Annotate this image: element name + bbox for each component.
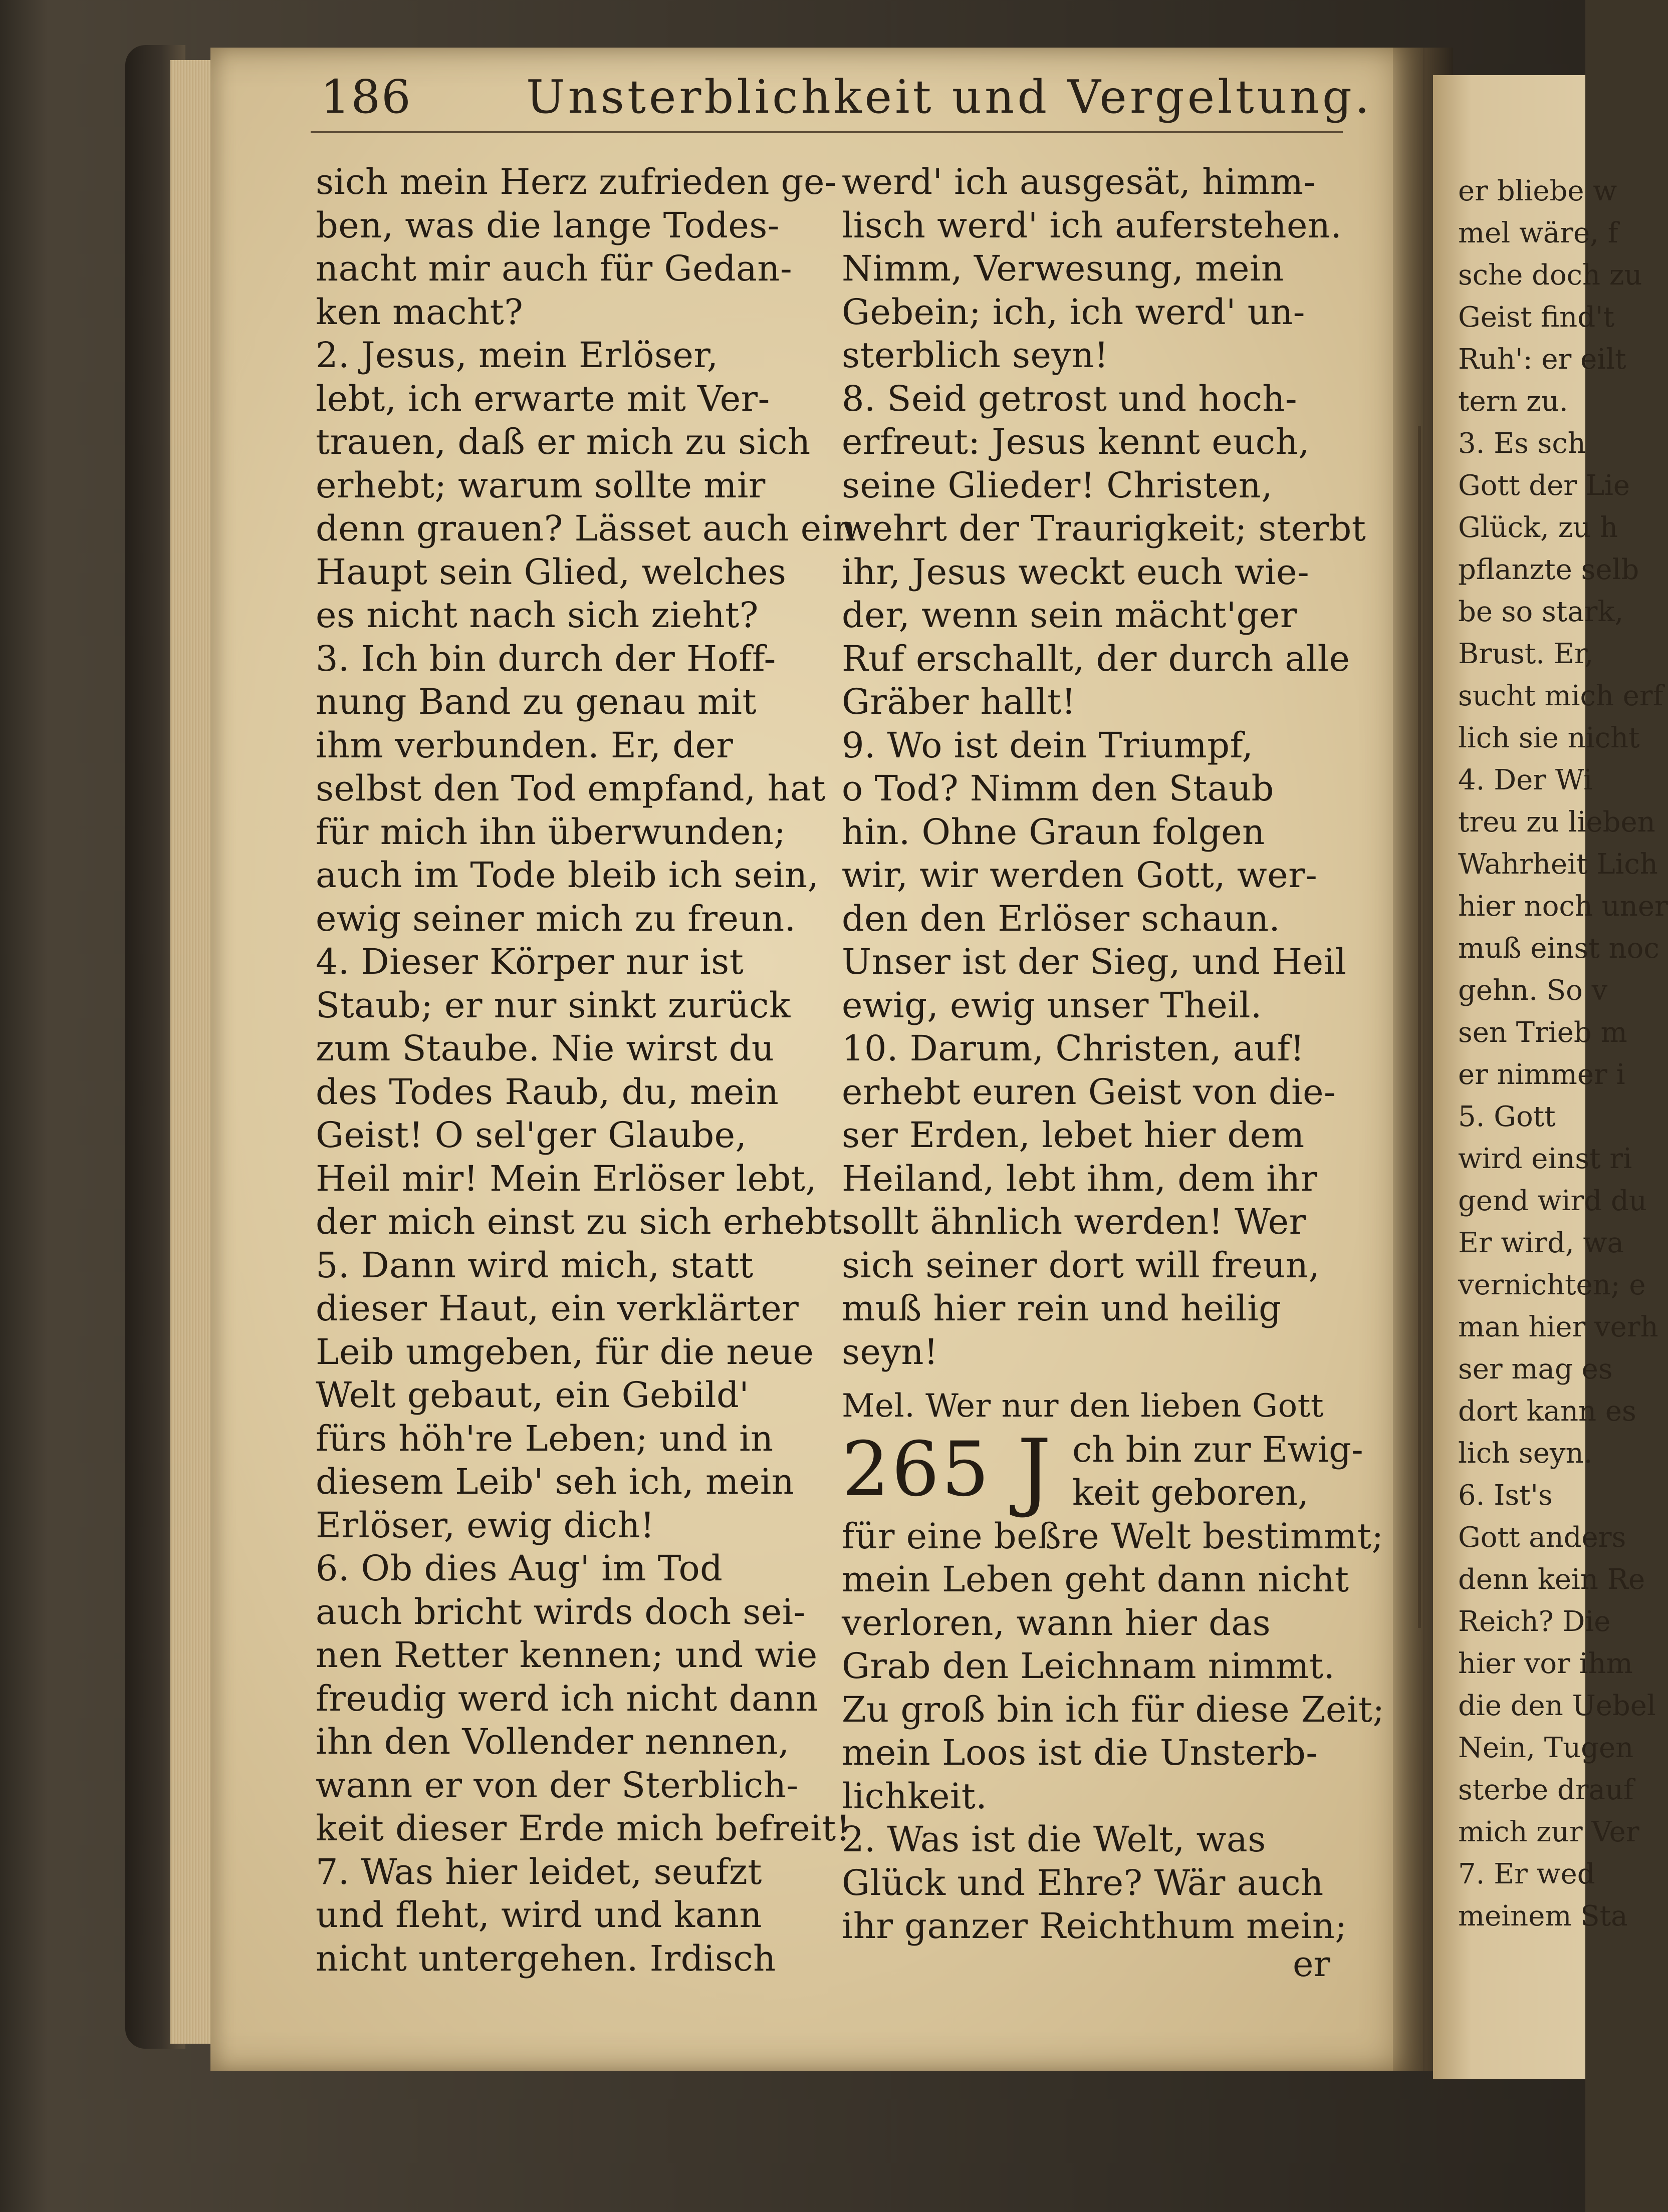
facing-page-line: wird einst ri <box>1458 1143 1632 1175</box>
facing-page-line: 7. Er wed <box>1458 1858 1595 1890</box>
text-line: ken macht? <box>316 291 524 333</box>
text-line: erhebt euren Geist von die- <box>842 1071 1336 1113</box>
facing-page <box>1433 75 1668 2079</box>
page-number: 186 <box>321 70 412 124</box>
text-line: nicht untergehen. Irdisch <box>316 1938 776 1979</box>
hymn-line: für eine beßre Welt bestimmt; <box>842 1515 1384 1557</box>
text-line: Ruf erschallt, der durch alle <box>842 638 1350 679</box>
text-line: 2. Jesus, mein Erlöser, <box>316 335 719 376</box>
text-line: 9. Wo ist dein Triumpf, <box>842 724 1254 766</box>
text-line: ben, was die lange Todes- <box>316 204 780 246</box>
hymn-line: Zu groß bin ich für diese Zeit; <box>842 1689 1385 1730</box>
facing-page-line: treu zu lieben <box>1458 806 1655 839</box>
hymn-number: 265 <box>842 1426 992 1513</box>
facing-page-line: Ruh': er eilt <box>1458 343 1626 376</box>
facing-page-line: tern zu. <box>1458 385 1568 418</box>
text-line: erhebt; warum sollte mir <box>316 464 766 506</box>
text-line: 3. Ich bin durch der Hoff- <box>316 638 776 679</box>
text-line: den den Erlöser schaun. <box>842 898 1281 939</box>
facing-page-line: be so stark, <box>1458 596 1624 628</box>
page-title: Unsterblichkeit und Vergeltung. <box>526 70 1373 124</box>
text-line: ihr, Jesus weckt euch wie- <box>842 551 1310 593</box>
text-line: auch bricht wirds doch sei- <box>316 1591 806 1632</box>
text-line: des Todes Raub, du, mein <box>316 1071 779 1113</box>
hymn-line: Grab den Leichnam nimmt. <box>842 1645 1335 1687</box>
text-line: sich seiner dort will freun, <box>842 1244 1320 1286</box>
facing-page-line: Geist find't <box>1458 301 1614 334</box>
text-line: trauen, daß er mich zu sich <box>316 421 811 462</box>
text-line: Nimm, Verwesung, mein <box>842 248 1284 289</box>
hymn-verses <box>842 1515 1385 1948</box>
text-line: 6. Ob dies Aug' im Tod <box>316 1548 723 1589</box>
text-line: Geist! O sel'ger Glaube, <box>316 1115 747 1156</box>
facing-page-line: Brust. Er, <box>1458 638 1594 670</box>
facing-page-line: 6. Ist's <box>1458 1479 1553 1512</box>
facing-page-line: sen Trieb m <box>1458 1016 1627 1049</box>
text-line: werd' ich ausgesät, himm- <box>842 161 1316 202</box>
hymn-line: keit geboren, <box>1072 1472 1309 1513</box>
text-line: seyn! <box>842 1331 938 1372</box>
text-line: sich mein Herz zufrieden ge- <box>316 161 837 202</box>
facing-page-line: vernichten; e <box>1458 1269 1646 1301</box>
facing-page-line: Er wird, wa <box>1458 1227 1624 1259</box>
text-line: der mich einst zu sich erhebt. <box>316 1201 854 1242</box>
text-line: Leib umgeben, für die neue <box>316 1331 814 1372</box>
text-line: freudig werd ich nicht dann <box>316 1678 819 1719</box>
facing-page-line: Wahrheit Lich <box>1458 848 1658 881</box>
text-line: Erlöser, ewig dich! <box>316 1504 655 1546</box>
text-line: ser Erden, lebet hier dem <box>842 1115 1305 1156</box>
facing-page-text <box>1458 170 1668 1938</box>
text-line: Gebein; ich, ich werd' un- <box>842 291 1305 333</box>
hymn-line: ch bin zur Ewig- <box>1072 1429 1363 1470</box>
text-line: wir, wir werden Gott, wer- <box>842 855 1318 896</box>
hymn-dropcap: J <box>1017 1421 1052 1520</box>
text-line: lebt, ich erwarte mit Ver- <box>316 378 770 419</box>
text-line: ihn den Vollender nennen, <box>316 1721 790 1762</box>
right-text-column <box>842 160 1385 1948</box>
running-head <box>321 70 1423 135</box>
text-line: hin. Ohne Graun folgen <box>842 811 1265 853</box>
text-line: keit dieser Erde mich befreit! <box>316 1808 851 1849</box>
text-line: auch im Tode bleib ich sein, <box>316 855 819 896</box>
left-text-column <box>316 160 856 1980</box>
facing-page-line: dort kann es <box>1458 1395 1636 1428</box>
facing-page-line: Gott anders <box>1458 1521 1626 1554</box>
facing-page-line: muß einst noc <box>1458 932 1659 965</box>
facing-page-line: meinem Sta <box>1458 1900 1628 1932</box>
facing-page-line: lich sie nicht <box>1458 722 1640 754</box>
text-line: Welt gebaut, ein Gebild' <box>316 1374 750 1416</box>
text-line: Heiland, lebt ihm, dem ihr <box>842 1158 1318 1199</box>
facing-page-line: gehn. So v <box>1458 974 1608 1007</box>
facing-page-line: man hier verh <box>1458 1311 1658 1343</box>
text-line: es nicht nach sich zieht? <box>316 595 759 636</box>
hymn-line: lichkeit. <box>842 1775 988 1817</box>
facing-page-line: mel wäre, f <box>1458 217 1618 249</box>
text-line: muß hier rein und heilig <box>842 1288 1282 1329</box>
text-line: dieser Haut, ein verklärter <box>316 1288 799 1329</box>
hymn-line: 2. Was ist die Welt, was <box>842 1819 1266 1860</box>
hymn-line: ihr ganzer Reichthum mein; <box>842 1905 1347 1947</box>
facing-page-line: Nein, Tugen <box>1458 1732 1634 1764</box>
text-line: wehrt der Traurigkeit; sterbt <box>842 508 1366 549</box>
text-line: fürs höh're Leben; und in <box>316 1418 774 1459</box>
facing-page-line: gend wird du <box>1458 1185 1647 1217</box>
facing-page-line: ser mag es <box>1458 1353 1613 1386</box>
facing-page-line: 5. Gott <box>1458 1100 1556 1133</box>
text-line: ihm verbunden. Er, der <box>316 724 734 766</box>
text-line: nacht mir auch für Gedan- <box>316 248 793 289</box>
facing-page-line: Gott der Lie <box>1458 469 1630 502</box>
hymn-line: mein Loos ist die Unsterb- <box>842 1732 1318 1773</box>
facing-page-line: sucht mich erf <box>1458 680 1663 712</box>
text-line: 7. Was hier leidet, seufzt <box>316 1851 762 1892</box>
text-line: 10. Darum, Christen, auf! <box>842 1028 1305 1069</box>
right-column-verses <box>842 160 1366 1373</box>
facing-page-line: die den Uebel <box>1458 1690 1656 1722</box>
facing-page-line: pflanzte selb <box>1458 554 1639 586</box>
text-line: selbst den Tod empfand, hat <box>316 768 826 809</box>
text-line: lisch werd' ich auferstehen. <box>842 204 1342 246</box>
text-line: für mich ihn überwunden; <box>316 811 786 853</box>
hymn-line: Glück und Ehre? Wär auch <box>842 1862 1324 1903</box>
text-line: Unser ist der Sieg, und Heil <box>842 941 1347 982</box>
catchword: er <box>1293 1944 1330 1985</box>
text-line: Heil mir! Mein Erlöser lebt, <box>316 1158 817 1199</box>
text-line: zum Staube. Nie wirst du <box>316 1028 775 1069</box>
text-line: Haupt sein Glied, welches <box>316 551 787 593</box>
text-line: sterblich seyn! <box>842 335 1109 376</box>
text-line: ewig, ewig unser Theil. <box>842 984 1262 1026</box>
facing-page-line: 4. Der Wi <box>1458 764 1593 796</box>
facing-page-line: sterbe drauf <box>1458 1774 1634 1806</box>
text-line: sollt ähnlich werden! Wer <box>842 1201 1306 1242</box>
text-line: seine Glieder! Christen, <box>842 464 1273 506</box>
header-rule <box>311 131 1343 133</box>
melody-line: Mel. Wer nur den lieben Gott <box>842 1388 1324 1425</box>
hymn-heading <box>842 1421 1363 1520</box>
text-line: Staub; er nur sinkt zurück <box>316 984 791 1026</box>
text-line: und fleht, wird und kann <box>316 1894 763 1935</box>
text-line: ewig seiner mich zu freun. <box>316 898 796 939</box>
text-line: wann er von der Sterblich- <box>316 1764 799 1806</box>
facing-page-line: Reich? Die <box>1458 1605 1611 1638</box>
facing-page-line: Glück, zu h <box>1458 511 1618 544</box>
text-line: Gräber hallt! <box>842 681 1076 722</box>
facing-page-rule <box>1418 426 1421 1628</box>
facing-page-line: hier noch uner <box>1458 890 1668 923</box>
facing-page-line: denn kein Re <box>1458 1563 1645 1596</box>
text-line: 5. Dann wird mich, statt <box>316 1244 754 1286</box>
facing-page-line: sche doch zu <box>1458 259 1642 292</box>
hymn-line: mein Leben geht dann nicht <box>842 1559 1349 1600</box>
facing-page-line: hier vor ihm <box>1458 1647 1633 1680</box>
text-line: nen Retter kennen; und wie <box>316 1634 818 1676</box>
facing-page-line: lich seyn. <box>1458 1437 1593 1470</box>
text-line: diesem Leib' seh ich, mein <box>316 1461 795 1502</box>
facing-page-line: er bliebe w <box>1458 175 1617 207</box>
hymn-line: verloren, wann hier das <box>842 1602 1271 1643</box>
facing-page-line: 3. Es sch <box>1458 427 1586 460</box>
facing-page-line: mich zur Ver <box>1458 1816 1639 1848</box>
text-line: denn grauen? Lässet auch ein <box>316 508 856 549</box>
text-line: 8. Seid getrost und hoch- <box>842 378 1298 419</box>
text-line: erfreut: Jesus kennt euch, <box>842 421 1310 462</box>
text-line: o Tod? Nimm den Staub <box>842 768 1274 809</box>
text-line: der, wenn sein mächt'ger <box>842 595 1297 636</box>
facing-page-line: er nimmer i <box>1458 1058 1625 1091</box>
text-line: 4. Dieser Körper nur ist <box>316 941 744 982</box>
text-line: nung Band zu genau mit <box>316 681 757 722</box>
